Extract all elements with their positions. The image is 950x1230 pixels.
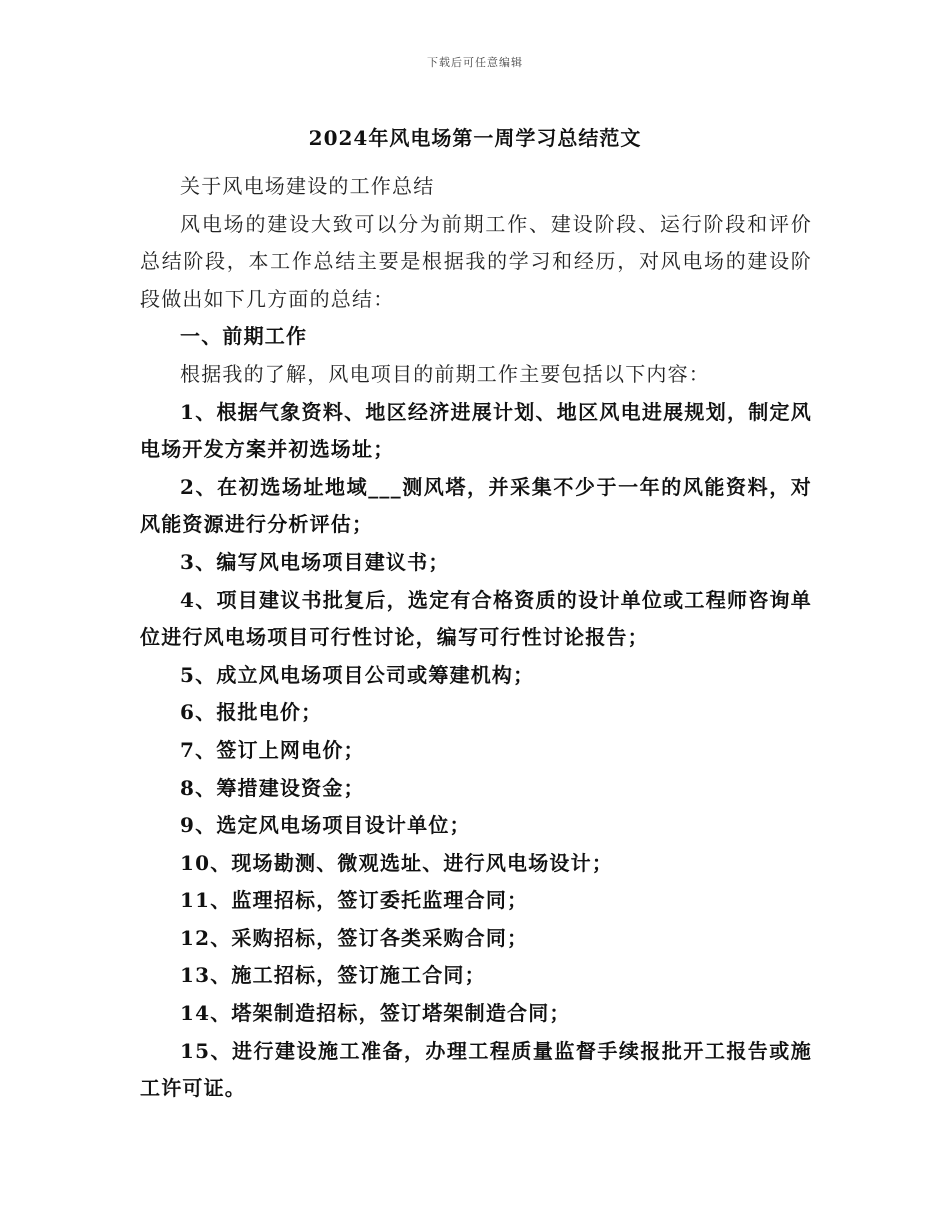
paragraph-lead: 根据我的了解，风电项目的前期工作主要包括以下内容：	[180, 361, 710, 386]
list-item: 3、编写风电场项目建议书；	[180, 549, 450, 574]
list-item: 13、施工招标，签订施工合同；	[180, 963, 486, 988]
list-item: 8、筹措建设资金；	[180, 775, 365, 800]
list-item: 6、报批电价；	[180, 700, 323, 725]
list-item: 14、塔架制造招标，签订塔架制造合同；	[180, 1001, 571, 1026]
header-note: 下载后可任意编辑	[427, 56, 523, 69]
list-item: 1、根据气象资料、地区经济进展计划、地区风电进展规划，制定风电场开发方案并初选场址；	[140, 399, 812, 462]
section-heading: 一、前期工作	[180, 324, 308, 349]
document-body	[140, 168, 812, 1108]
list-item: 5、成立风电场项目公司或筹建机构；	[180, 662, 535, 687]
paragraph-subtitle: 关于风电场建设的工作总结	[180, 174, 435, 198]
list-item: 12、采购招标，签订各类采购合同；	[180, 925, 529, 950]
list-item: 2、在初选场址地域___测风塔，并采集不少于一年的风能资料，对风能资源进行分析评估；	[140, 474, 812, 537]
document-title: 2024年风电场第一周学习总结范文	[308, 126, 642, 150]
list-item: 15、进行建设施工准备，办理工程质量监督手续报批开工报告或施工许可证。	[140, 1038, 812, 1101]
paragraph-intro: 风电场的建设大致可以分为前期工作、建设阶段、运行阶段和评价总结阶段，本工作总结主要是根据我的学习和经历，对风电场的建设阶段做出如下几方面的总结：	[140, 211, 812, 311]
list-item: 11、监理招标，签订委托监理合同；	[180, 888, 529, 913]
list-item: 9、选定风电场项目设计单位；	[180, 813, 471, 838]
list-item: 7、签订上网电价；	[180, 737, 365, 762]
list-item: 4、项目建议书批复后，选定有合格资质的设计单位或工程师咨询单位进行风电场项目可行性讨论，编写可行性讨论报告；	[140, 587, 812, 650]
list-item: 10、现场勘测、微观选址、进行风电场设计；	[180, 850, 614, 875]
